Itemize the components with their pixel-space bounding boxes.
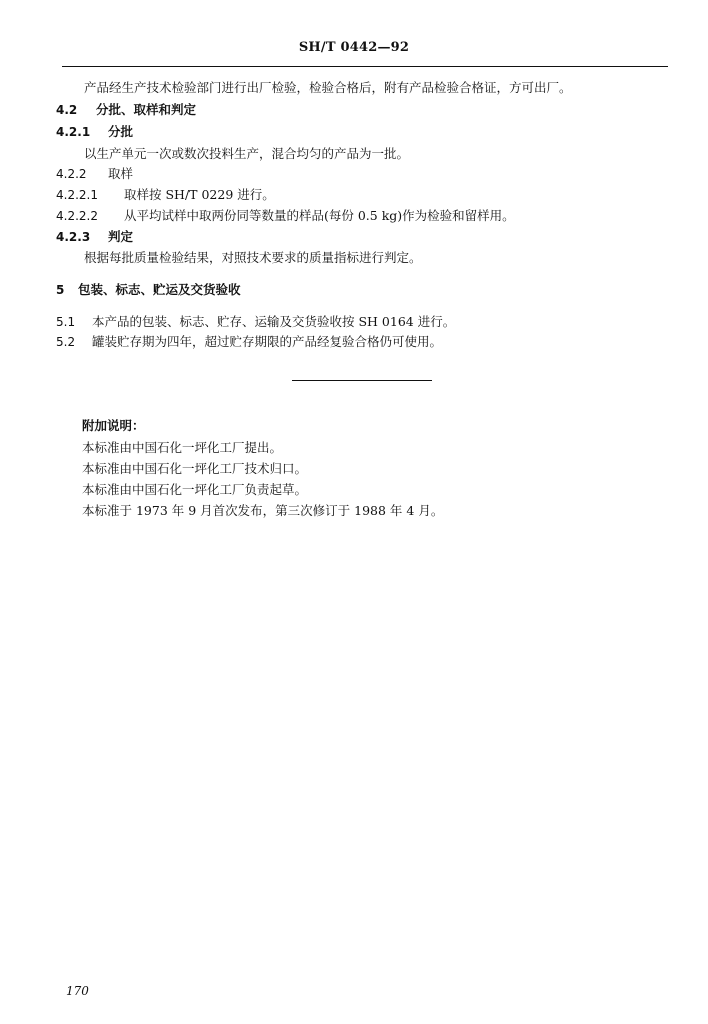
section-number: 4.2.1 — [56, 125, 91, 139]
section-4-2 — [56, 102, 196, 118]
section-number: 5 — [56, 283, 65, 297]
section-title: 取样 — [108, 166, 134, 181]
intro-paragraph: 产品经生产技术检验部门进行出厂检验，检验合格后，附有产品检验合格证，方可出厂。 — [84, 80, 572, 95]
standard-code-header: SH/T 0442—92 — [298, 40, 410, 55]
page-number: 170 — [66, 984, 89, 998]
section-title: 分批、取样和判定 — [96, 102, 197, 117]
section-number: 4.2.2.1 — [56, 188, 98, 202]
end-of-text-rule — [292, 380, 432, 381]
section-text: 罐装贮存期为四年，超过贮存期限的产品经复验合格仍可使用。 — [92, 334, 443, 349]
section-5-2 — [56, 334, 442, 350]
section-title: 包装、标志、贮运及交货验收 — [78, 282, 241, 297]
section-4-2-1 — [56, 124, 133, 140]
section-4-2-2 — [56, 166, 133, 182]
additional-note-1: 本标准由中国石化一坪化工厂提出。 — [82, 440, 283, 455]
section-text: 从平均试样中取两份同等数量的样品(每份 0.5 kg)作为检验和留样用。 — [124, 208, 515, 223]
header-divider — [62, 66, 668, 67]
section-title: 判定 — [108, 229, 134, 244]
section-4-2-2-2 — [56, 208, 515, 224]
section-4-2-2-1 — [56, 187, 275, 203]
section-5 — [56, 282, 241, 298]
additional-notes-heading: 附加说明： — [82, 418, 145, 433]
additional-note-4: 本标准于 1973 年 9 月首次发布，第三次修订于 1988 年 4 月。 — [82, 503, 444, 518]
additional-note-2: 本标准由中国石化一坪化工厂技术归口。 — [82, 461, 308, 476]
section-number: 4.2.2.2 — [56, 209, 98, 223]
section-text: 本产品的包装、标志、贮存、运输及交货验收按 SH 0164 进行。 — [92, 314, 456, 329]
section-number: 5.1 — [56, 315, 76, 329]
section-number: 4.2.2 — [56, 167, 87, 181]
section-number: 4.2.3 — [56, 230, 91, 244]
section-title: 分批 — [108, 124, 134, 139]
section-number: 5.2 — [56, 335, 76, 349]
additional-note-3: 本标准由中国石化一坪化工厂负责起草。 — [82, 482, 308, 497]
section-text: 取样按 SH/T 0229 进行。 — [124, 187, 275, 202]
section-4-2-3-text: 根据每批质量检验结果，对照技术要求的质量指标进行判定。 — [84, 250, 422, 265]
section-4-2-3 — [56, 229, 133, 245]
section-number: 4.2 — [56, 103, 78, 117]
section-5-1 — [56, 314, 455, 330]
section-4-2-1-text: 以生产单元一次或数次投料生产，混合均匀的产品为一批。 — [84, 146, 410, 161]
